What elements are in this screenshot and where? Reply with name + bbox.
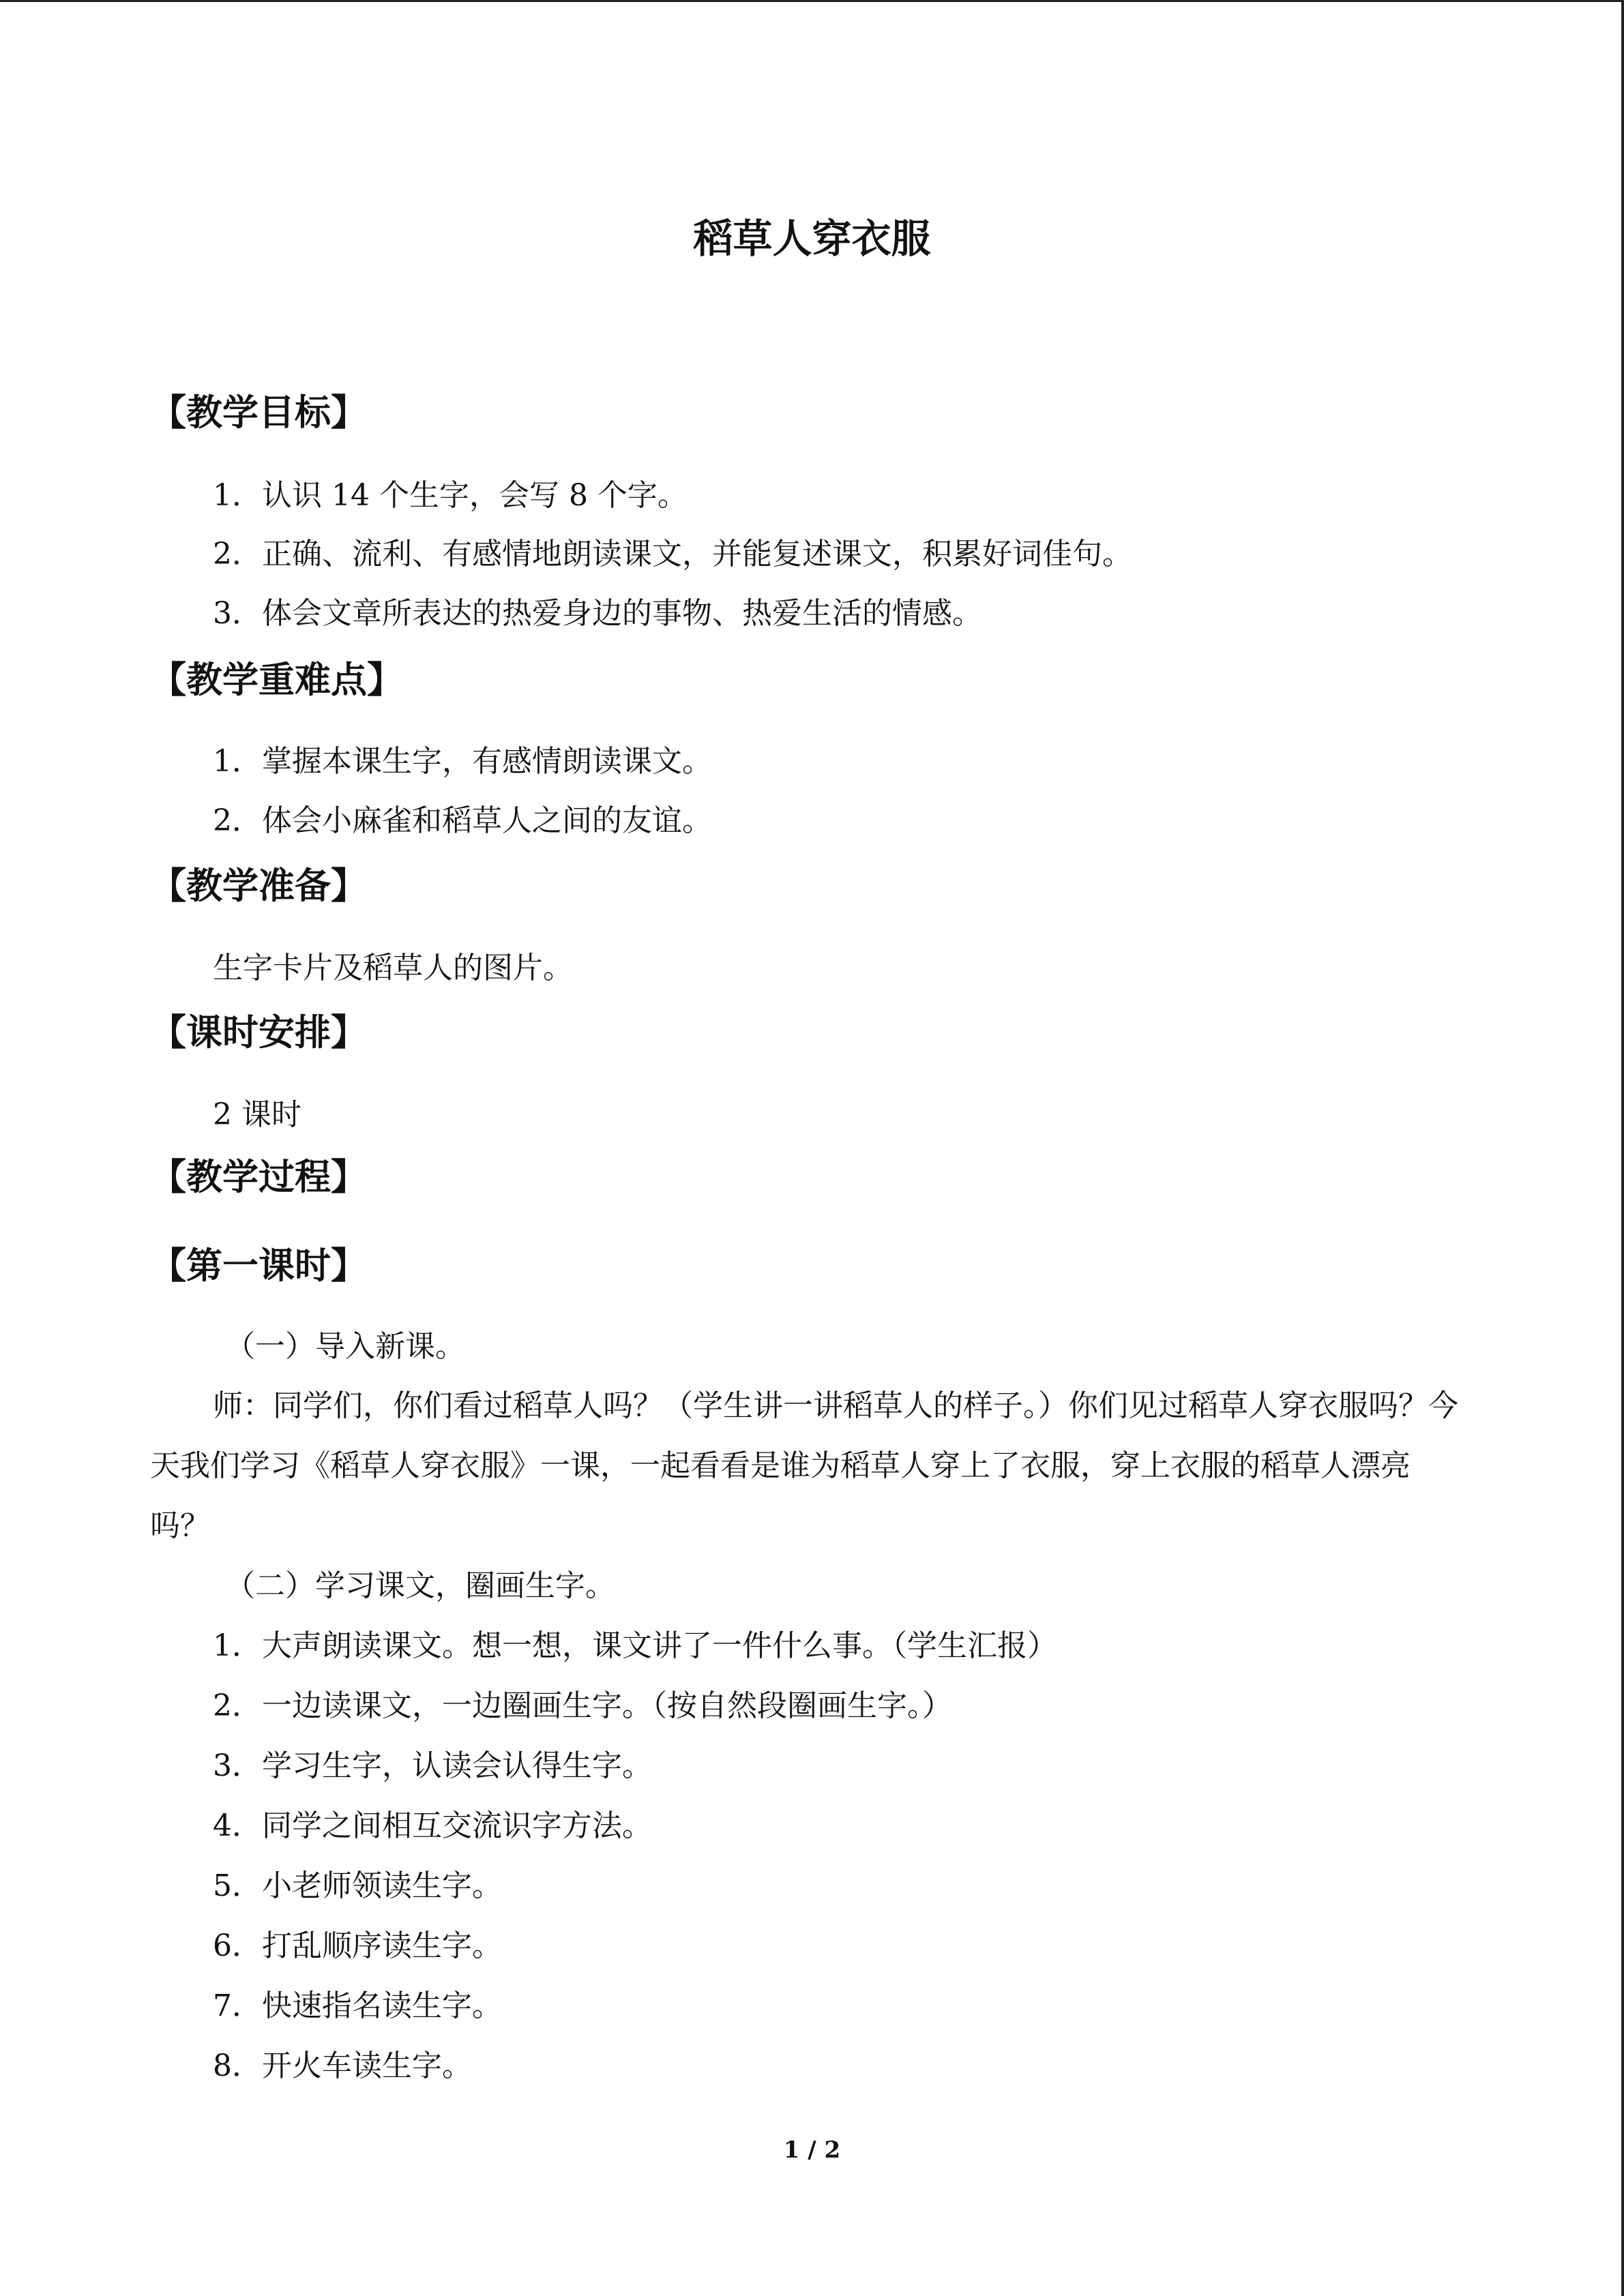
section-heading-schedule: 【课时安排】	[150, 1011, 367, 1054]
section-heading-preparation: 【教学准备】	[150, 865, 367, 907]
goal-item: 2．正确、流利、有感情地朗读课文，并能复述课文，积累好词佳句。	[213, 537, 1132, 571]
step-item: 1．大声朗读课文。想一想，课文讲了一件什么事。（学生汇报）	[213, 1628, 1057, 1663]
step-item: 7．快速指名读生字。	[213, 1988, 502, 2023]
section-heading-first-lesson: 【第一课时】	[150, 1244, 367, 1287]
step-item: 6．打乱顺序读生字。	[213, 1928, 502, 1963]
step-item: 5．小老师领读生字。	[213, 1868, 502, 1903]
step-item: 2．一边读课文，一边圈画生字。（按自然段圈画生字。）	[213, 1688, 952, 1723]
page-border-top	[0, 0, 1624, 2]
section-heading-process: 【教学过程】	[150, 1156, 367, 1198]
goal-item: 3．体会文章所表达的热爱身边的事物、热爱生活的情感。	[213, 596, 982, 631]
page-border-right	[1621, 0, 1624, 2296]
part-title-study: （二）学习课文，圈画生字。	[225, 1568, 615, 1603]
key-point-item: 1．掌握本课生字，有感情朗读课文。	[213, 744, 712, 779]
intro-paragraph: 师：同学们，你们看过稻草人吗？（学生讲一讲稻草人的样子。）你们见过稻草人穿衣服吗？今天我们学习《稻草人穿衣服》一课，一起看看是谁为稻草人穿上了衣服，穿上衣服的稻草人漂亮吗？	[150, 1388, 1458, 1543]
step-item: 4．同学之间相互交流识字方法。	[213, 1808, 652, 1843]
document-title: 稻草人穿衣服	[693, 215, 931, 262]
goal-item: 1．认识 14 个生字，会写 8 个字。	[213, 478, 688, 513]
page-number: 1 / 2	[783, 2136, 841, 2164]
schedule-text: 2 课时	[213, 1097, 301, 1132]
section-heading-goals: 【教学目标】	[150, 391, 367, 434]
step-item: 3．学习生字，认读会认得生字。	[213, 1748, 652, 1783]
part-title-intro: （一）导入新课。	[225, 1329, 465, 1364]
key-point-item: 2．体会小麻雀和稻草人之间的友谊。	[213, 803, 712, 838]
preparation-text: 生字卡片及稻草人的图片。	[213, 951, 573, 985]
section-heading-key-points: 【教学重难点】	[150, 659, 403, 701]
step-item: 8．开火车读生字。	[213, 2048, 472, 2083]
